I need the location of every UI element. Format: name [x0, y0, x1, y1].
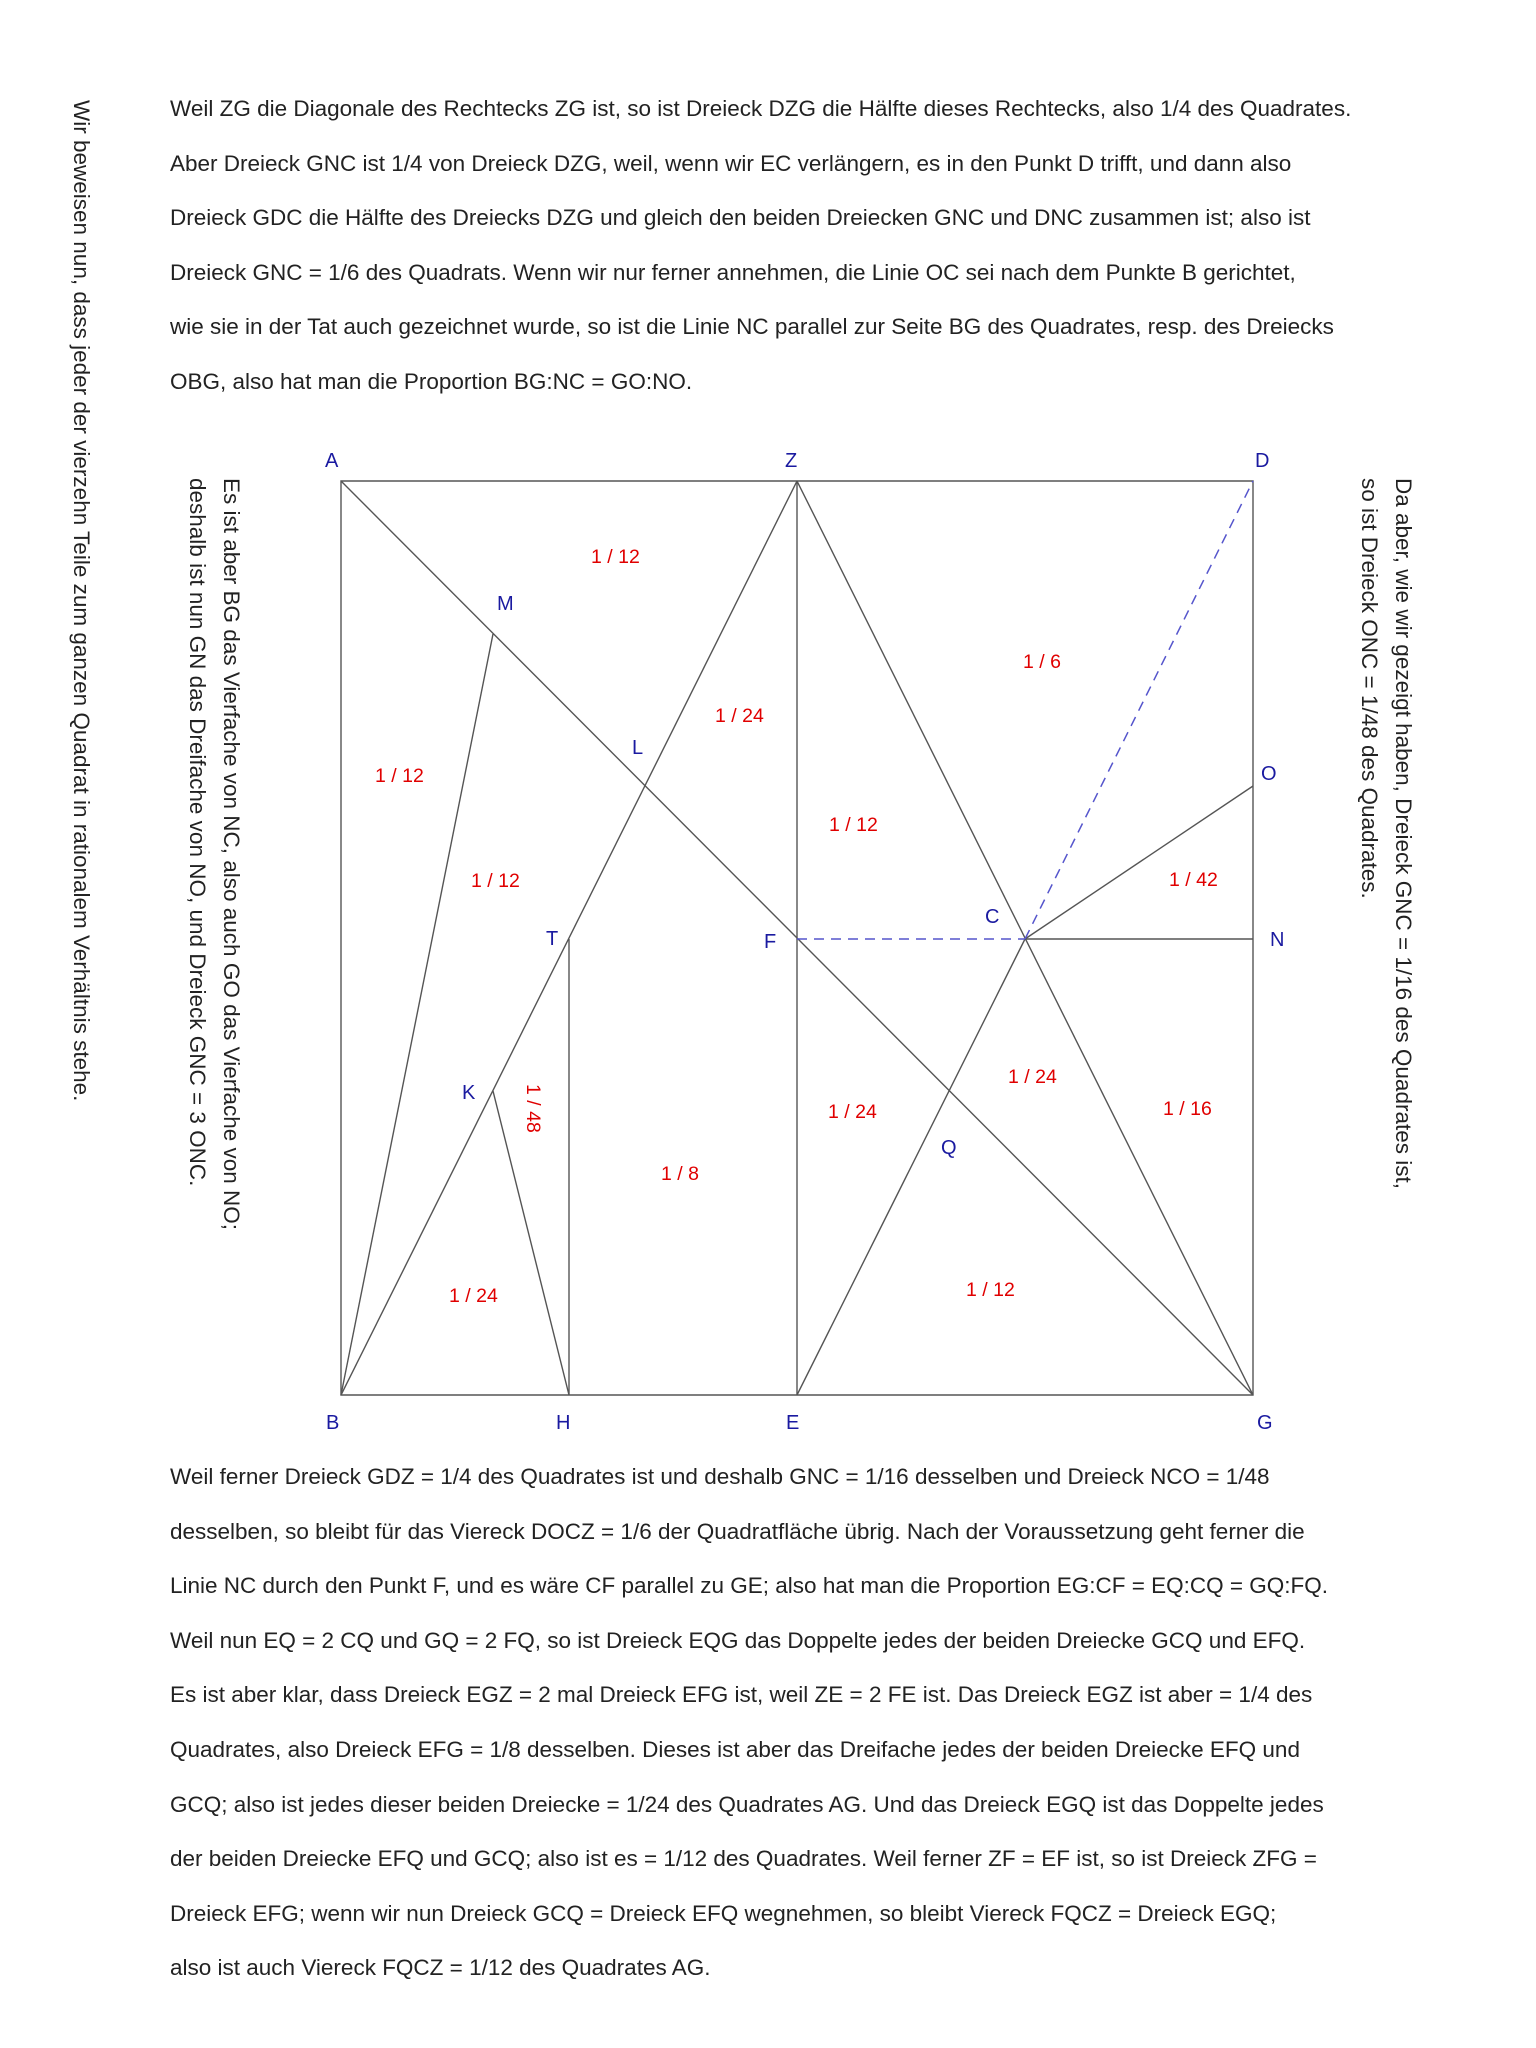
text-line: so ist Dreieck ONC = 1/48 des Quadrates. [1357, 478, 1382, 899]
label-h: H [556, 1412, 571, 1434]
text-line: Es ist aber klar, dass Dreieck EGZ = 2 mal Dreieck EFG ist, weil ZE = 2 FE ist. Das Dreieck EGZ ist aber = 1/4 des [170, 1682, 1313, 1708]
label-q: Q [941, 1137, 957, 1159]
fraction-bkh: 1 / 24 [449, 1285, 498, 1307]
fraction-zlf: 1 / 24 [715, 705, 764, 727]
text-line: deshalb ist nun GN das Dreifache von NO, und Dreieck GNC = 3 ONC. [185, 478, 210, 1187]
label-f: F [764, 931, 777, 953]
label-c: C [985, 906, 1000, 928]
text-line: OBG, also hat man die Proportion BG:NC = GO:NO. [170, 368, 693, 394]
label-b: B [326, 1412, 340, 1434]
text-line: Dreieck GNC = 1/6 des Quadrats. Wenn wir nur ferner annehmen, die Linie OC sei nach dem Punkte B gerichtet, [170, 259, 1296, 285]
label-d: D [1255, 450, 1270, 472]
text-line: Aber Dreieck GNC ist 1/4 von Dreieck DZG, weil, wenn wir EC verlängern, es in den Punkt D trifft, und dann also [170, 150, 1292, 176]
label-m: M [497, 593, 514, 615]
label-a: A [325, 450, 339, 472]
fraction-zdc: 1 / 6 [1023, 651, 1061, 673]
text-line: Wir beweisen nun, dass jeder der vierzehn Teile zum ganzen Quadrat in rationalem Verhältnis stehe. [69, 100, 94, 1102]
text-line: Da aber, wie wir gezeigt haben, Dreieck GNC = 1/16 des Quadrates ist, [1391, 478, 1416, 1189]
label-z: Z [785, 450, 798, 472]
label-o: O [1261, 763, 1277, 785]
text-line: Weil ferner Dreieck GDZ = 1/4 des Quadrates ist und deshalb GNC = 1/16 desselben und Dreieck NCO = 1/48 [170, 1464, 1270, 1489]
text-line: wie sie in der Tat auch gezeichnet wurde, so ist die Linie NC parallel zur Seite BG des Quadrates, resp. des Dreiecks [170, 314, 1334, 340]
bottom-paragraph [170, 1450, 1328, 1996]
text-line: Linie NC durch den Punkt F, und es wäre CF parallel zu GE; also hat man die Proportion EG:CF = EQ:CQ = GQ:FQ. [170, 1573, 1329, 1599]
text-line: Weil nun EQ = 2 CQ und GQ = 2 FQ, so ist Dreieck EQG das Doppelte jedes der beiden Dreiecke GCQ und EFQ. [170, 1627, 1306, 1653]
text-line: Quadrates, also Dreieck EFG = 1/8 desselben. Dieses ist aber das Dreifache jedes der beiden Dreiecke EFQ und [170, 1736, 1300, 1762]
text-line: GCQ; also ist jedes dieser beiden Dreiecke = 1/24 des Quadrates AG. Und das Dreieck EGQ ist das Doppelte jedes [170, 1791, 1324, 1817]
dashed-line-cd [1025, 481, 1253, 939]
label-l: L [632, 737, 644, 759]
label-k: K [462, 1082, 476, 1104]
text-line: Es ist aber BG das Vierfache von NC, also auch GO das Vierfache von NO; [219, 478, 244, 1231]
line-mb [341, 634, 493, 1395]
text-line: Dreieck GDC die Hälfte des Dreiecks DZG und gleich den beiden Dreiecken GNC und DNC zusammen ist; also ist [170, 205, 1311, 231]
fraction-fqe: 1 / 24 [828, 1101, 877, 1123]
fraction-tfeh: 1 / 8 [661, 1163, 699, 1185]
text-line: der beiden Dreiecke EFQ und GCQ; also ist es = 1/12 des Quadrates. Weil ferner ZF = EF ist, so ist Dreieck ZFG = [170, 1846, 1317, 1872]
fraction-amb: 1 / 12 [375, 765, 424, 787]
fraction-cng: 1 / 16 [1163, 1098, 1212, 1120]
text-line: Weil ZG die Diagonale des Rechtecks ZG ist, so ist Dreieck DZG die Hälfte dieses Rechtecks, also 1/4 des Quadrates. [170, 96, 1352, 121]
label-n: N [1270, 929, 1285, 951]
fraction-azl: 1 / 12 [591, 546, 640, 568]
label-g: G [1257, 1412, 1273, 1434]
text-line: Dreieck EFG; wenn wir nun Dreieck GCQ = Dreieck EFQ wegnehmen, so bleibt Viereck FQCZ = Dreieck EGQ; [170, 1900, 1277, 1926]
fraction-kth: 1 / 48 [522, 1084, 544, 1133]
text-line: desselben, so bleibt für das Viereck DOCZ = 1/6 der Quadratfläche übrig. Nach der Voraussetzung geht ferner die [170, 1518, 1305, 1544]
line-co [1025, 786, 1253, 939]
fraction-ocn: 1 / 42 [1169, 869, 1218, 891]
fraction-cqg: 1 / 24 [1008, 1066, 1057, 1088]
text-line: also ist auch Viereck FQCZ = 1/12 des Quadrates AG. [170, 1955, 711, 1981]
fraction-mlt: 1 / 12 [471, 870, 520, 892]
line-kh [493, 1091, 569, 1395]
label-e: E [786, 1412, 800, 1434]
line-ce [797, 939, 1025, 1395]
label-t: T [546, 928, 559, 950]
fraction-zfc: 1 / 12 [829, 814, 878, 836]
fraction-eqg: 1 / 12 [966, 1279, 1015, 1301]
